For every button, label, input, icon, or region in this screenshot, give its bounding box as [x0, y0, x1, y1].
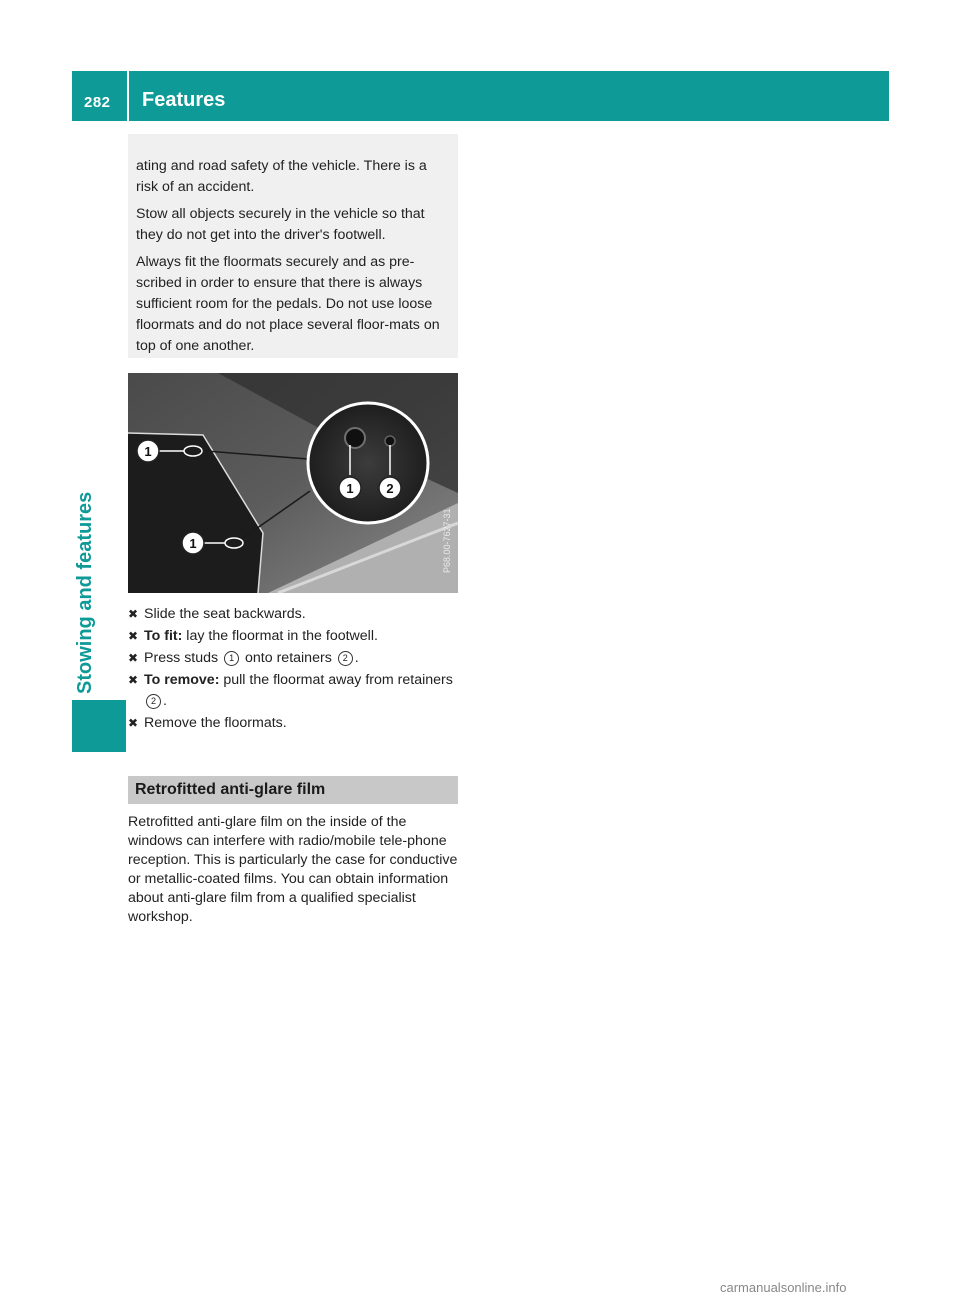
warning-box	[128, 134, 458, 358]
step-label: To remove:	[144, 672, 220, 688]
step-label: To fit:	[144, 628, 183, 644]
page-title: Features	[142, 89, 226, 111]
callout-1-top	[137, 440, 159, 462]
header-divider	[127, 71, 129, 121]
floormat-illustration	[128, 373, 458, 593]
watermark: carmanualsonline.info	[720, 1280, 847, 1295]
marker-1-icon: 1	[224, 651, 239, 666]
step-text: lay the floormat in the footwell.	[186, 628, 378, 644]
step-item	[128, 713, 463, 734]
section-body: Retrofitted anti-glare film on the inside of the windows can interfere with radio/mobile tele-phone reception. This is particularly the case for conductive or metallic-coated films. You can obtain information about anti-glare film from a qualified specialist workshop.	[128, 814, 458, 925]
figure-code: P68.00-7627-31	[442, 508, 452, 573]
step-text: Slide the seat backwards.	[144, 606, 306, 622]
instruction-steps	[128, 604, 463, 735]
floormat-photo	[128, 373, 458, 593]
step-text: .	[163, 693, 167, 709]
step-text: Press studs	[144, 650, 219, 666]
marker-2-icon: 2	[146, 694, 161, 709]
step-item	[128, 604, 463, 625]
step-arrow-icon: ✖	[128, 651, 139, 665]
warning-paragraph: Always fit the floormats securely and as pre-scribed in order to ensure that there is always sufficient room for the pedals. Do not use loose floormats and do not place several floor-mats on top of one another.	[136, 254, 440, 354]
step-item	[128, 670, 463, 712]
step-text: onto retainers	[245, 650, 332, 666]
page-number: 282	[84, 94, 111, 111]
step-text: Remove the floormats.	[144, 715, 287, 731]
svg-text:1: 1	[189, 536, 197, 551]
step-arrow-icon: ✖	[128, 629, 139, 643]
warning-paragraph: Stow all objects securely in the vehicle so that they do not get into the driver's footwell.	[136, 206, 425, 243]
step-item	[128, 626, 463, 647]
svg-text:1: 1	[144, 444, 152, 459]
marker-2-icon: 2	[338, 651, 353, 666]
callout-2-magnified	[379, 477, 401, 499]
step-arrow-icon: ✖	[128, 716, 139, 730]
step-text: pull the floormat away from retainers	[223, 672, 453, 688]
step-arrow-icon: ✖	[128, 607, 139, 621]
warning-paragraph: ating and road safety of the vehicle. There is a risk of an accident.	[136, 158, 427, 195]
section-heading: Retrofitted anti-glare film	[128, 776, 458, 804]
callout-1-bottom	[182, 532, 204, 554]
callout-1-magnified	[339, 477, 361, 499]
sidebar-tab-block	[72, 700, 126, 752]
step-item	[128, 648, 463, 669]
svg-text:1: 1	[346, 481, 354, 496]
step-text: .	[354, 650, 359, 666]
step-arrow-icon: ✖	[128, 673, 139, 687]
sidebar-label-text: Stowing and features	[74, 491, 96, 694]
svg-text:2: 2	[386, 481, 394, 496]
